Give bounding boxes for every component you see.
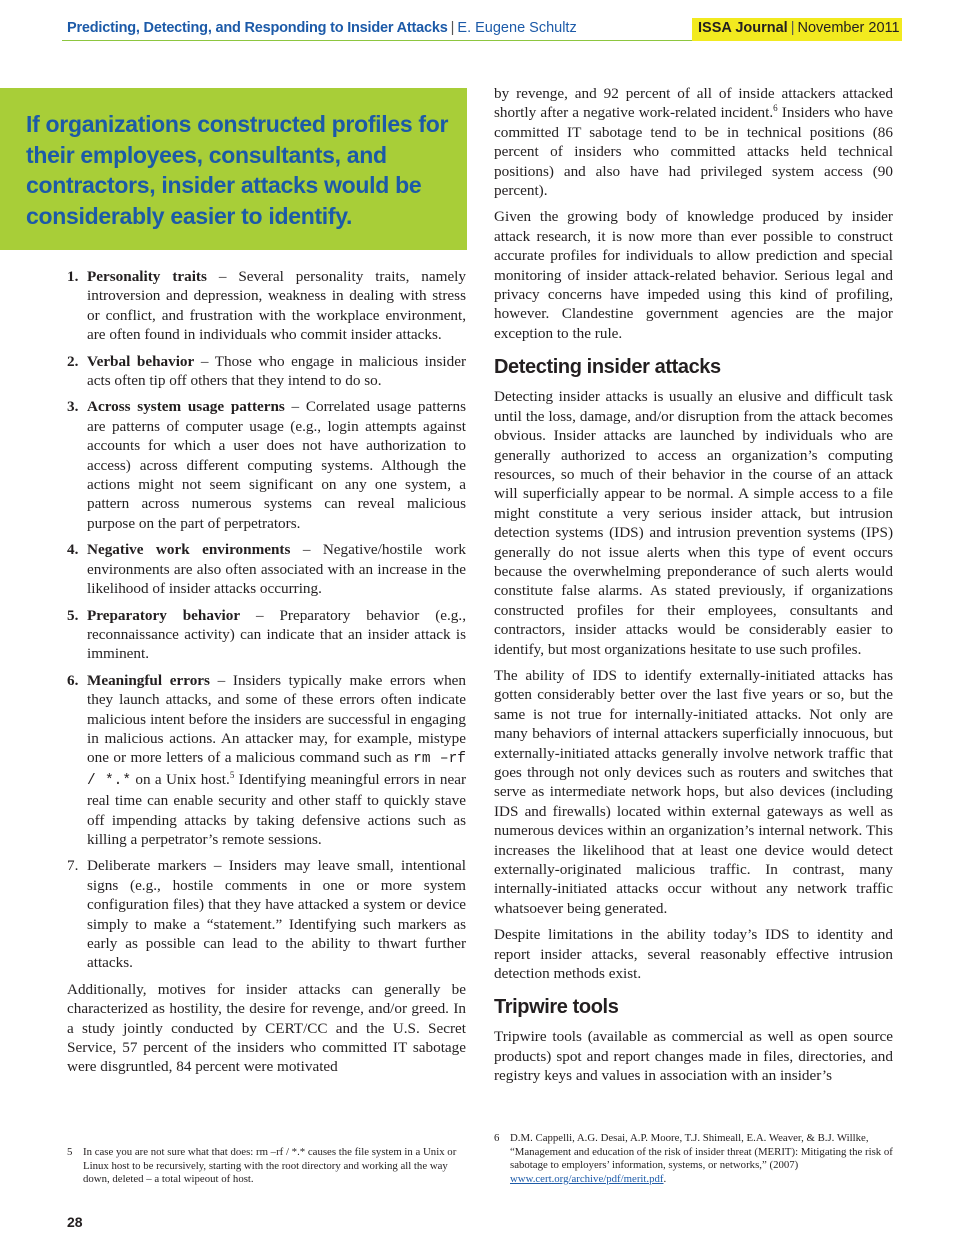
list-item: 7. Deliberate markers – Insiders may leave small, intentional signs (e.g., hostile comments in one or more system configuration files) that they have attacked a system or device simply to make a “statement.” Identifying such markers as early as possible can lead to the ability to thwart further attacks. bbox=[67, 857, 466, 972]
header-issue: November 2011 bbox=[797, 20, 900, 36]
page-number: 28 bbox=[67, 1214, 83, 1230]
pull-quote-text: If organizations constructed profiles for their employees, consultants, and contractors, insider attacks would be considerably easier to identify. bbox=[26, 111, 449, 229]
indicator-list bbox=[67, 267, 466, 973]
footnote-5: 5 In case you are not sure what that does: rm –rf / *.* causes the file system in a Unix or Linux host to be recursively, starting with the root directory and working all the way down, deleted – a total wipeout of host. bbox=[67, 1146, 457, 1186]
header-article-title: Predicting, Detecting, and Responding to Insider Attacks bbox=[67, 20, 448, 36]
header-journal: ISSA Journal bbox=[698, 20, 788, 36]
header-article-info: Predicting, Detecting, and Responding to Insider Attacks | E. Eugene Schultz bbox=[67, 20, 577, 36]
paragraph: Tripwire tools (available as commercial as well as open source products) spot and report changes made in files, directories, and registry keys and values in association with an insider’s bbox=[494, 1028, 893, 1085]
right-column bbox=[494, 84, 893, 1093]
header-author: E. Eugene Schultz bbox=[457, 20, 577, 36]
paragraph: The ability of IDS to identify externally-initiated attacks has gotten considerably better over the last five years or so, but the same is not true for internally-initiated attacks. Not only are many behaviors of internal attackers superficially innocuous, but externally-initiated attacks generally involve network traffic that goes through not only devices such as routers and switches that serve as intermediate network hops, but also devices (including IDS and firewalls) located within external gateways as well as numerous devices within an organization’s internal network. This increases the likelihood that at least one device would detect externally-originated malicious traffic. In contrast, many internally-initiated attacks occur without any network traffic whatsoever being generated. bbox=[494, 666, 893, 917]
command-code: rm –rf / *.* bbox=[87, 751, 466, 789]
list-item: 2. Verbal behavior – Those who engage in malicious insider acts often tip off others that they intend to do so. bbox=[67, 352, 466, 390]
paragraph: by revenge, and 92 percent of all of inside attackers attacked shortly after a negative work-related incident.$^6$ Insiders who have committed IT sabotage tend to be in technical positions (86 percent of insiders who committed attacks held technical positions) and also have had privileged system access (90 percent). bbox=[494, 85, 893, 200]
section-heading-tripwire: Tripwire tools bbox=[494, 996, 619, 1019]
footnote-ref-6[interactable]: 6 bbox=[773, 103, 778, 114]
footnote-6: 6 D.M. Cappelli, A.G. Desai, A.P. Moore, T.J. Shimeall, E.A. Weaver, & B.J. Willke, “Management and education of the risk of insider threat (MERIT): Mitigating the risk of sabotage to employers’ information, systems, or networks,” (2007) www.cert.org/archive/pdf/merit.pdf. bbox=[494, 1132, 893, 1185]
header-journal-box: ISSA Journal | November 2011 bbox=[692, 18, 902, 41]
paragraph: Detecting insider attacks is usually an elusive and difficult task until the loss, damage, and/or disruption from the attack becomes obvious. Insider attacks are launched by individuals who are generally authorized to access an organization’s computing resources, so much of their behavior in the course of an attack will superficially appear to be normal. A simple access to a file might constitute a very serious insider attack, but intrusion detection systems (IDS) and intrusion prevention systems (IPS) generally do not issue alerts when this type of event occurs because the overwhelming preponderance of such alerts would constitute false alarms. As stated previously, if organizations constructed profiles for their employees, consultants and contractors, insider attacks would be considerably easier to identify, but most organizations hesitate to use such profiles. bbox=[494, 388, 893, 658]
paragraph: Given the growing body of knowledge produced by insider attack research, it is now more than ever possible to construct accurate profiles for individuals to allow prediction and special monitoring of insider attack-related behavior. Serious legal and privacy concerns have impeded using this kind of profiling, however. Clandestine government agencies are the major exception to the rule. bbox=[494, 208, 893, 342]
list-item: 6. Meaningful errors – Insiders typically make errors when they launch attacks, and some of these errors often indicate malicious intent before the insiders are successful in engaging in malicious actions. An attacker may, for example, mistype one or more letters of a malicious command such as rm –rf / *.* on a Unix host.$^5$ Identifying meaningful errors in near real time can enable security and other staff to quickly stave off impending attacks by taking defensive actions such as killing a perpetrator’s remote sessions. bbox=[67, 671, 466, 848]
left-column bbox=[67, 267, 466, 1084]
paragraph: Despite limitations in the ability today’s IDS to identity and report insider attacks, several reasonably effective intrusion detection methods exist. bbox=[494, 926, 893, 983]
header-rule bbox=[62, 40, 692, 41]
footnote-ref-5[interactable]: 5 bbox=[229, 769, 235, 780]
pull-quote-box bbox=[0, 88, 467, 250]
running-header bbox=[0, 18, 960, 42]
list-item: 1. Personality traits – Several personality traits, namely introversion and depression, weakness in dealing with stress or conflict, and frustration with the workplace environment, are often found in individuals who commit insider attacks. bbox=[67, 268, 466, 344]
merit-report-link[interactable]: www.cert.org/archive/pdf/merit.pdf bbox=[510, 1172, 664, 1185]
section-heading-detecting: Detecting insider attacks bbox=[494, 356, 721, 379]
list-item: 3. Across system usage patterns – Correlated usage patterns are patterns of computer usage (e.g., login attempts against accounts for which a user does not have authorization to access) across different computing systems. Although the actions might not seem significant on any one system, a pattern across numerous systems can reveal malicious purpose on the part of perpetrators. bbox=[67, 398, 466, 532]
list-item: 5. Preparatory behavior – Preparatory behavior (e.g., reconnaissance activity) can indicate that an insider attack is imminent. bbox=[67, 606, 466, 663]
list-item: 4. Negative work environments – Negative/hostile work environments are also often associated with an increase in the likelihood of insider attacks occurring. bbox=[67, 541, 466, 598]
closing-paragraph: Additionally, motives for insider attacks can generally be characterized as hostility, the desire for revenge, and/or greed. In a study jointly conducted by CERT/CC and the U.S. Secret Service, 57 percent of the insiders who committed IT sabotage were disgruntled, 84 percent were motivated bbox=[67, 980, 466, 1076]
